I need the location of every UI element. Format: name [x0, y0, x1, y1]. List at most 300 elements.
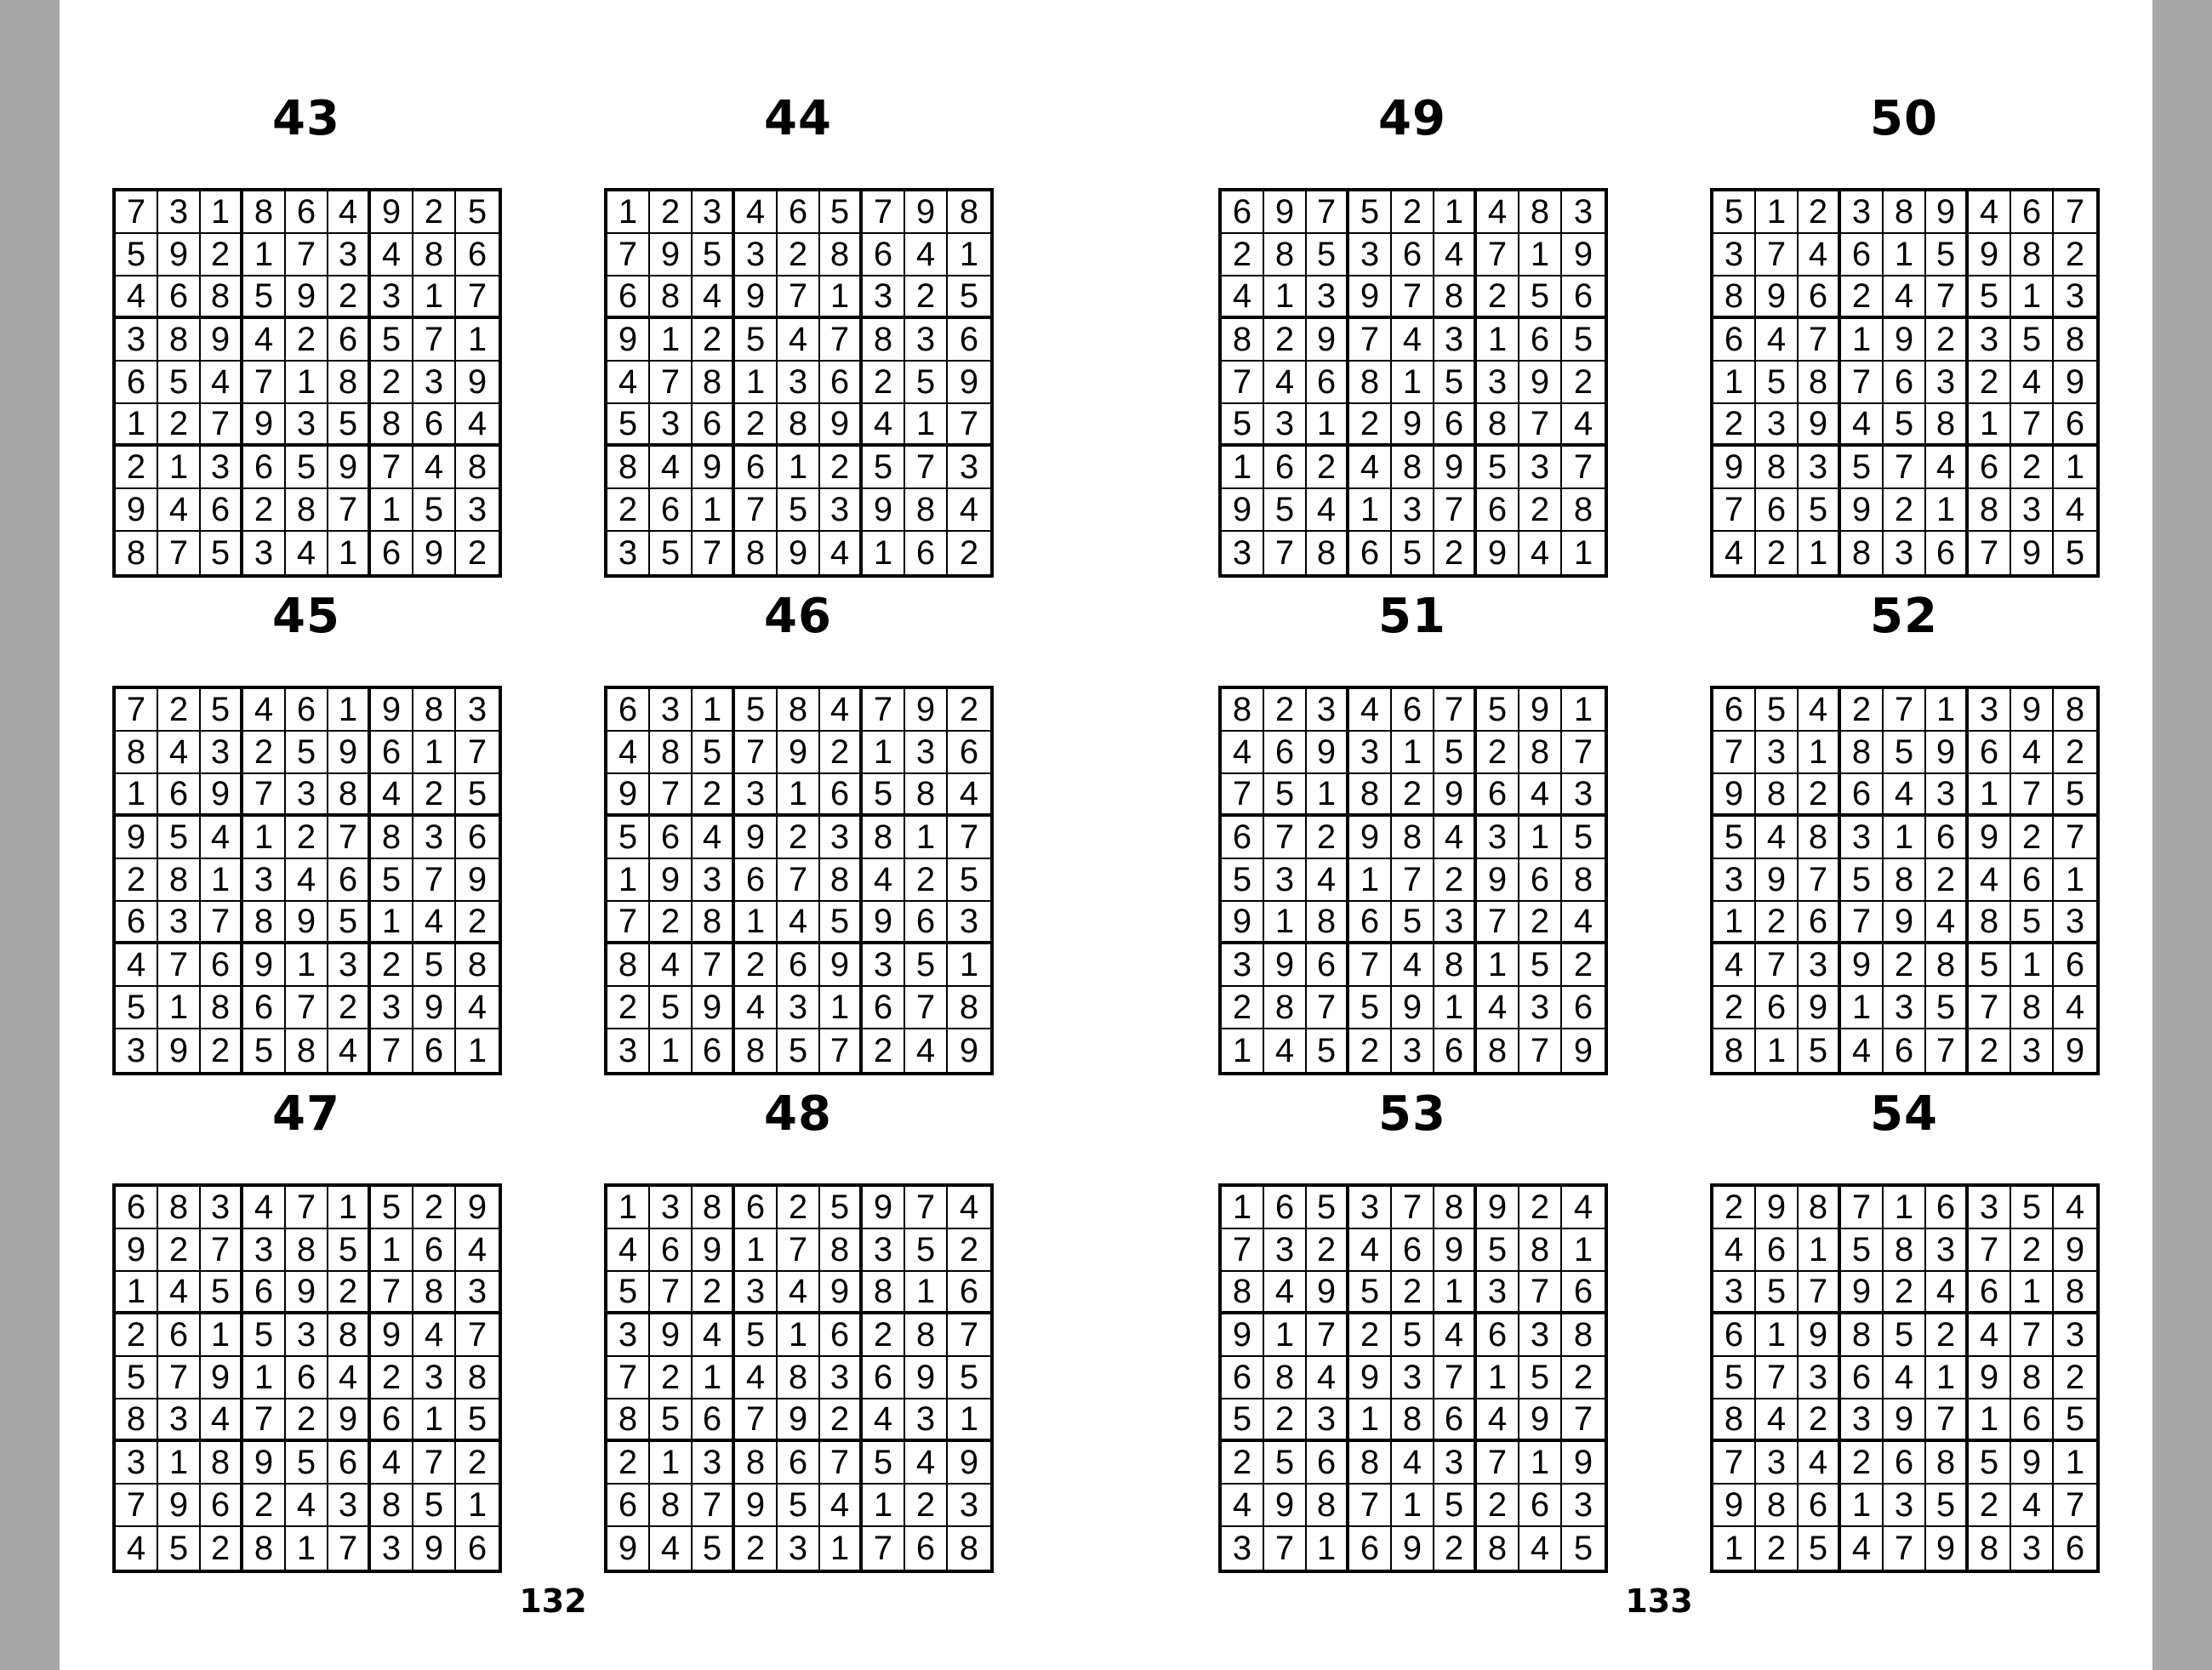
- grid-cell: 3: [948, 902, 990, 944]
- grid-cell: 5: [1349, 987, 1392, 1029]
- grid-cell: 2: [1434, 532, 1477, 574]
- grid-cell: 3: [1264, 404, 1307, 447]
- grid-cell: 8: [2011, 234, 2054, 276]
- grid-cell: 5: [778, 1029, 820, 1072]
- grid-cell: 3: [1969, 319, 2011, 362]
- grid-cell: 1: [158, 1442, 201, 1485]
- grid-cell: 8: [650, 732, 693, 774]
- grid-cell: 2: [820, 1399, 863, 1442]
- grid-cell: 2: [1799, 774, 1841, 817]
- grid-cell: 2: [1969, 362, 2011, 404]
- grid-cell: 3: [778, 1527, 820, 1570]
- grid-cell: 9: [371, 689, 413, 732]
- grid-cell: 1: [1519, 817, 1562, 859]
- grid-cell: 8: [243, 902, 286, 944]
- grid-cell: 7: [201, 404, 243, 447]
- grid-cell: 1: [116, 404, 158, 447]
- sudoku-solution: [1217, 1086, 1608, 1573]
- grid-cell: 7: [413, 319, 456, 362]
- grid-cell: 9: [1434, 447, 1477, 489]
- grid-cell: 4: [116, 1527, 158, 1570]
- grid-cell: 1: [116, 774, 158, 817]
- grid-cell: 2: [948, 689, 990, 732]
- grid-cell: 5: [1969, 276, 2011, 319]
- sudoku-grid: [1710, 1183, 2100, 1573]
- grid-cell: 9: [1222, 1314, 1264, 1357]
- grid-cell: 5: [863, 447, 905, 489]
- puzzle-number: 47: [272, 1086, 340, 1142]
- grid-cell: 4: [948, 489, 990, 532]
- grid-cell: 1: [1349, 489, 1392, 532]
- grid-cell: 2: [1926, 319, 1969, 362]
- grid-cell: 8: [456, 944, 499, 987]
- grid-cell: 6: [1756, 987, 1799, 1029]
- grid-cell: 5: [2065, 534, 2085, 572]
- sudoku-grid: [604, 686, 994, 1075]
- grid-cell: 5: [607, 817, 650, 859]
- grid-cell: 7: [286, 234, 328, 276]
- grid-cell: 3: [1477, 1272, 1519, 1314]
- grid-cell: 5: [1477, 447, 1519, 489]
- grid-cell: 9: [1884, 319, 1926, 362]
- grid-cell: 9: [2011, 532, 2054, 574]
- grid-cell: 9: [1713, 1485, 1756, 1527]
- grid-cell: 3: [778, 987, 820, 1029]
- grid-cell: 7: [116, 191, 158, 234]
- grid-cell: 3: [735, 1272, 778, 1314]
- grid-cell: 5: [1264, 774, 1307, 817]
- grid-cell: 5: [1264, 489, 1307, 532]
- grid-cell: 2: [201, 1527, 243, 1570]
- grid-cell: 4: [1307, 859, 1349, 902]
- grid-cell: 8: [959, 1530, 979, 1567]
- grid-cell: 1: [1841, 319, 1884, 362]
- grid-cell: 2: [735, 404, 778, 447]
- grid-cell: 9: [1884, 902, 1926, 944]
- grid-cell: 5: [1713, 1357, 1756, 1399]
- grid-cell: 4: [778, 902, 820, 944]
- grid-cell: 9: [1477, 1187, 1519, 1229]
- grid-cell: 3: [693, 1442, 735, 1485]
- grid-cell: 8: [1713, 1029, 1756, 1072]
- grid-cell: 9: [456, 362, 499, 404]
- grid-cell: 5: [1756, 1272, 1799, 1314]
- grid-cell: 6: [607, 689, 650, 732]
- grid-cell: 7: [1477, 902, 1519, 944]
- grid-cell: 4: [243, 319, 286, 362]
- grid-cell: 7: [1392, 276, 1434, 319]
- grid-cell: 5: [820, 191, 863, 234]
- grid-cell: 6: [243, 987, 286, 1029]
- grid-cell: 5: [2011, 1187, 2054, 1229]
- grid-cell: 2: [413, 1187, 456, 1229]
- grid-cell: 1: [2054, 859, 2096, 902]
- grid-cell: 8: [286, 1229, 328, 1272]
- grid-cell: 1: [1841, 987, 1884, 1029]
- grid-cell: 7: [116, 1485, 158, 1527]
- grid-cell: 5: [778, 489, 820, 532]
- grid-cell: 9: [286, 276, 328, 319]
- grid-cell: 4: [863, 404, 905, 447]
- grid-cell: 7: [1307, 191, 1349, 234]
- grid-cell: 5: [1222, 404, 1264, 447]
- grid-cell: 3: [1519, 1314, 1562, 1357]
- grid-cell: 2: [413, 191, 456, 234]
- grid-cell: 9: [1264, 191, 1307, 234]
- grid-cell: 1: [2054, 1442, 2096, 1485]
- grid-cell: 2: [1713, 1187, 1756, 1229]
- grid-cell: 1: [1477, 944, 1519, 987]
- grid-cell: 4: [1799, 1442, 1841, 1485]
- grid-cell: 4: [2054, 489, 2096, 532]
- grid-cell: 7: [456, 276, 499, 319]
- grid-cell: 2: [607, 987, 650, 1029]
- grid-cell: 6: [467, 1530, 487, 1567]
- grid-cell: 5: [1307, 234, 1349, 276]
- grid-cell: 7: [863, 689, 905, 732]
- grid-cell: 7: [1477, 234, 1519, 276]
- grid-cell: 9: [1841, 489, 1884, 532]
- grid-cell: 2: [1756, 1527, 1799, 1570]
- grid-cell: 2: [650, 902, 693, 944]
- grid-cell: 9: [328, 1399, 371, 1442]
- grid-cell: 7: [1969, 987, 2011, 1029]
- grid-cell: 8: [116, 732, 158, 774]
- grid-cell: 7: [371, 1029, 413, 1072]
- grid-cell: 9: [735, 1485, 778, 1527]
- grid-cell: 1: [778, 774, 820, 817]
- grid-cell: 6: [1756, 489, 1799, 532]
- grid-cell: 8: [1519, 191, 1562, 234]
- grid-cell: 9: [328, 447, 371, 489]
- grid-cell: 3: [607, 532, 650, 574]
- grid-cell: 7: [1969, 532, 2011, 574]
- grid-cell: 7: [1434, 1357, 1477, 1399]
- grid-cell: 4: [607, 362, 650, 404]
- grid-cell: 5: [1969, 1442, 2011, 1485]
- grid-cell: 9: [820, 944, 863, 987]
- grid-cell: 6: [650, 489, 693, 532]
- grid-cell: 6: [1392, 234, 1434, 276]
- grid-cell: 5: [1799, 1527, 1841, 1570]
- grid-cell: 5: [1799, 1029, 1841, 1072]
- grid-cell: 6: [1307, 944, 1349, 987]
- grid-cell: 3: [1969, 1187, 2011, 1229]
- grid-cell: 5: [1713, 817, 1756, 859]
- grid-cell: 3: [243, 1229, 286, 1272]
- grid-cell: 7: [905, 1187, 948, 1229]
- grid-cell: 9: [778, 532, 820, 574]
- sudoku-solution: [111, 91, 502, 578]
- grid-cell: 6: [1562, 1272, 1605, 1314]
- grid-cell: 3: [650, 1187, 693, 1229]
- grid-cell: 1: [607, 859, 650, 902]
- grid-cell: 7: [1799, 319, 1841, 362]
- grid-cell: 9: [650, 859, 693, 902]
- grid-cell: 1: [1477, 319, 1519, 362]
- grid-cell: 7: [693, 944, 735, 987]
- grid-cell: 1: [650, 1442, 693, 1485]
- grid-cell: 3: [650, 404, 693, 447]
- grid-cell: 7: [1434, 489, 1477, 532]
- grid-cell: 4: [2011, 362, 2054, 404]
- grid-cell: 9: [1434, 1229, 1477, 1272]
- grid-cell: 3: [371, 1527, 413, 1570]
- grid-cell: 3: [735, 774, 778, 817]
- grid-cell: 2: [1562, 362, 1605, 404]
- grid-cell: 4: [371, 774, 413, 817]
- grid-cell: 7: [2054, 817, 2096, 859]
- grid-cell: 6: [1799, 276, 1841, 319]
- grid-cell: 3: [201, 447, 243, 489]
- grid-cell: 3: [286, 774, 328, 817]
- grid-cell: 8: [1519, 732, 1562, 774]
- sudoku-grid: [1710, 188, 2100, 578]
- grid-cell: 9: [693, 987, 735, 1029]
- grid-cell: 2: [1264, 1399, 1307, 1442]
- grid-cell: 2: [2011, 817, 2054, 859]
- sudoku-solution: [602, 1086, 994, 1573]
- sudoku-solution: [1708, 91, 2100, 578]
- grid-cell: 8: [1969, 489, 2011, 532]
- right-page-number: 133: [1625, 1582, 1693, 1620]
- grid-cell: 4: [116, 276, 158, 319]
- grid-cell: 6: [1264, 1187, 1307, 1229]
- grid-cell: 6: [1841, 234, 1884, 276]
- grid-cell: 3: [1841, 1399, 1884, 1442]
- grid-cell: 6: [1926, 1187, 1969, 1229]
- grid-cell: 1: [456, 1485, 499, 1527]
- grid-cell: 7: [1477, 1442, 1519, 1485]
- grid-cell: 6: [820, 774, 863, 817]
- grid-cell: 5: [328, 404, 371, 447]
- grid-cell: 4: [1222, 276, 1264, 319]
- grid-cell: 9: [201, 319, 243, 362]
- grid-cell: 8: [371, 1485, 413, 1527]
- grid-cell: 9: [1713, 774, 1756, 817]
- grid-cell: 8: [1477, 404, 1519, 447]
- grid-cell: 4: [456, 1229, 499, 1272]
- puzzle-number: 53: [1378, 1086, 1446, 1142]
- grid-cell: 7: [1713, 1442, 1756, 1485]
- grid-cell: 2: [371, 944, 413, 987]
- grid-cell: 8: [2054, 1272, 2096, 1314]
- grid-cell: 1: [371, 1229, 413, 1272]
- grid-cell: 3: [1349, 234, 1392, 276]
- grid-cell: 1: [158, 987, 201, 1029]
- grid-cell: 9: [2054, 1229, 2096, 1272]
- grid-cell: 8: [286, 1029, 328, 1072]
- grid-cell: 8: [607, 1399, 650, 1442]
- grid-cell: 1: [286, 944, 328, 987]
- grid-cell: 6: [413, 1229, 456, 1272]
- grid-cell: 9: [1349, 817, 1392, 859]
- grid-cell: 8: [158, 859, 201, 902]
- grid-cell: 4: [735, 1357, 778, 1399]
- grid-cell: 4: [607, 732, 650, 774]
- grid-cell: 3: [456, 689, 499, 732]
- sudoku-solution: [602, 91, 994, 578]
- grid-cell: 4: [1477, 987, 1519, 1029]
- grid-cell: 3: [607, 1029, 650, 1072]
- grid-cell: 1: [1573, 534, 1593, 572]
- grid-cell: 5: [1713, 191, 1756, 234]
- grid-cell: 1: [693, 489, 735, 532]
- grid-cell: 7: [863, 191, 905, 234]
- sudoku-grid: [112, 686, 502, 1075]
- grid-cell: 8: [413, 1272, 456, 1314]
- grid-cell: 4: [650, 1527, 693, 1570]
- grid-cell: 6: [948, 732, 990, 774]
- grid-cell: 8: [456, 1357, 499, 1399]
- grid-cell: 2: [286, 817, 328, 859]
- grid-cell: 6: [2065, 1530, 2085, 1567]
- grid-cell: 7: [778, 1229, 820, 1272]
- grid-cell: 3: [1222, 944, 1264, 987]
- grid-cell: 4: [693, 1314, 735, 1357]
- grid-cell: 9: [1756, 859, 1799, 902]
- grid-cell: 3: [371, 276, 413, 319]
- grid-cell: 9: [1756, 1187, 1799, 1229]
- grid-cell: 2: [1222, 234, 1264, 276]
- grid-cell: 6: [286, 689, 328, 732]
- grid-cell: 2: [735, 944, 778, 987]
- grid-cell: 4: [1434, 234, 1477, 276]
- grid-cell: 8: [1926, 944, 1969, 987]
- grid-cell: 7: [1756, 234, 1799, 276]
- grid-cell: 6: [286, 1357, 328, 1399]
- grid-cell: 4: [2054, 1187, 2096, 1229]
- grid-cell: 3: [1349, 1187, 1392, 1229]
- grid-cell: 4: [820, 532, 863, 574]
- puzzle-number: 48: [764, 1086, 832, 1142]
- grid-cell: 8: [778, 404, 820, 447]
- grid-cell: 8: [778, 689, 820, 732]
- grid-cell: 1: [456, 319, 499, 362]
- grid-cell: 4: [650, 447, 693, 489]
- grid-cell: 1: [1392, 1485, 1434, 1527]
- grid-cell: 1: [1264, 1314, 1307, 1357]
- grid-cell: 7: [158, 944, 201, 987]
- sudoku-grid: [1218, 188, 1608, 578]
- puzzle-number: 50: [1870, 91, 1938, 146]
- grid-cell: 7: [1562, 1399, 1605, 1442]
- grid-cell: 2: [116, 1314, 158, 1357]
- grid-cell: 7: [1926, 276, 1969, 319]
- grid-cell: 7: [328, 489, 371, 532]
- grid-cell: 5: [1477, 689, 1519, 732]
- grid-cell: 8: [607, 944, 650, 987]
- grid-cell: 4: [948, 774, 990, 817]
- grid-cell: 4: [1562, 902, 1605, 944]
- grid-cell: 2: [1926, 1314, 1969, 1357]
- grid-cell: 9: [1799, 987, 1841, 1029]
- grid-cell: 9: [693, 1229, 735, 1272]
- grid-cell: 2: [158, 689, 201, 732]
- grid-cell: 1: [1392, 732, 1434, 774]
- grid-cell: 4: [1349, 447, 1392, 489]
- grid-cell: 9: [456, 859, 499, 902]
- grid-cell: 7: [1713, 732, 1756, 774]
- grid-cell: 3: [1222, 1527, 1264, 1570]
- grid-cell: 2: [2011, 1229, 2054, 1272]
- grid-cell: 2: [905, 859, 948, 902]
- grid-cell: 5: [286, 1442, 328, 1485]
- grid-cell: 1: [948, 1399, 990, 1442]
- puzzle-number: 49: [1378, 91, 1446, 146]
- grid-cell: 6: [1841, 774, 1884, 817]
- grid-cell: 7: [158, 1357, 201, 1399]
- grid-cell: 2: [650, 191, 693, 234]
- grid-cell: 8: [328, 774, 371, 817]
- grid-cell: 6: [863, 987, 905, 1029]
- grid-cell: 2: [1969, 1029, 2011, 1072]
- grid-cell: 9: [1519, 689, 1562, 732]
- grid-cell: 9: [1562, 1442, 1605, 1485]
- grid-cell: 3: [820, 817, 863, 859]
- grid-cell: 6: [778, 944, 820, 987]
- grid-cell: 9: [778, 732, 820, 774]
- sudoku-solution: [1708, 1086, 2100, 1573]
- grid-cell: 3: [905, 732, 948, 774]
- puzzle-number: 45: [272, 589, 340, 644]
- grid-cell: 3: [158, 1399, 201, 1442]
- grid-cell: 3: [1477, 362, 1519, 404]
- grid-cell: 6: [1434, 1029, 1477, 1072]
- grid-cell: 3: [735, 234, 778, 276]
- grid-cell: 9: [607, 1527, 650, 1570]
- grid-cell: 9: [778, 1399, 820, 1442]
- grid-cell: 8: [1264, 234, 1307, 276]
- grid-cell: 5: [2054, 774, 2096, 817]
- grid-cell: 8: [286, 489, 328, 532]
- grid-cell: 1: [863, 532, 905, 574]
- grid-cell: 7: [948, 817, 990, 859]
- grid-cell: 5: [948, 276, 990, 319]
- grid-cell: 2: [201, 1029, 243, 1072]
- grid-cell: 8: [1799, 817, 1841, 859]
- sudoku-grid: [1710, 686, 2100, 1075]
- grid-cell: 4: [371, 1442, 413, 1485]
- grid-cell: 8: [1477, 1527, 1519, 1570]
- grid-cell: 5: [1222, 1399, 1264, 1442]
- grid-cell: 4: [243, 1187, 286, 1229]
- grid-cell: 6: [1519, 1485, 1562, 1527]
- grid-cell: 6: [693, 1029, 735, 1072]
- grid-cell: 7: [778, 859, 820, 902]
- grid-cell: 1: [413, 732, 456, 774]
- grid-cell: 8: [1841, 732, 1884, 774]
- grid-cell: 9: [243, 944, 286, 987]
- left-page-number: 132: [519, 1582, 587, 1620]
- grid-cell: 2: [158, 404, 201, 447]
- grid-cell: 8: [1349, 774, 1392, 817]
- grid-cell: 1: [1799, 1229, 1841, 1272]
- grid-cell: 6: [1969, 1272, 2011, 1314]
- grid-cell: 6: [1841, 1357, 1884, 1399]
- grid-cell: 2: [158, 1229, 201, 1272]
- grid-cell: 4: [1519, 774, 1562, 817]
- grid-cell: 8: [1969, 1527, 2011, 1570]
- grid-cell: 5: [456, 191, 499, 234]
- grid-cell: 6: [286, 191, 328, 234]
- grid-cell: 2: [948, 1229, 990, 1272]
- grid-cell: 5: [116, 1357, 158, 1399]
- grid-cell: 7: [607, 234, 650, 276]
- grid-cell: 4: [778, 1272, 820, 1314]
- grid-cell: 9: [905, 191, 948, 234]
- grid-cell: 9: [1392, 1527, 1434, 1570]
